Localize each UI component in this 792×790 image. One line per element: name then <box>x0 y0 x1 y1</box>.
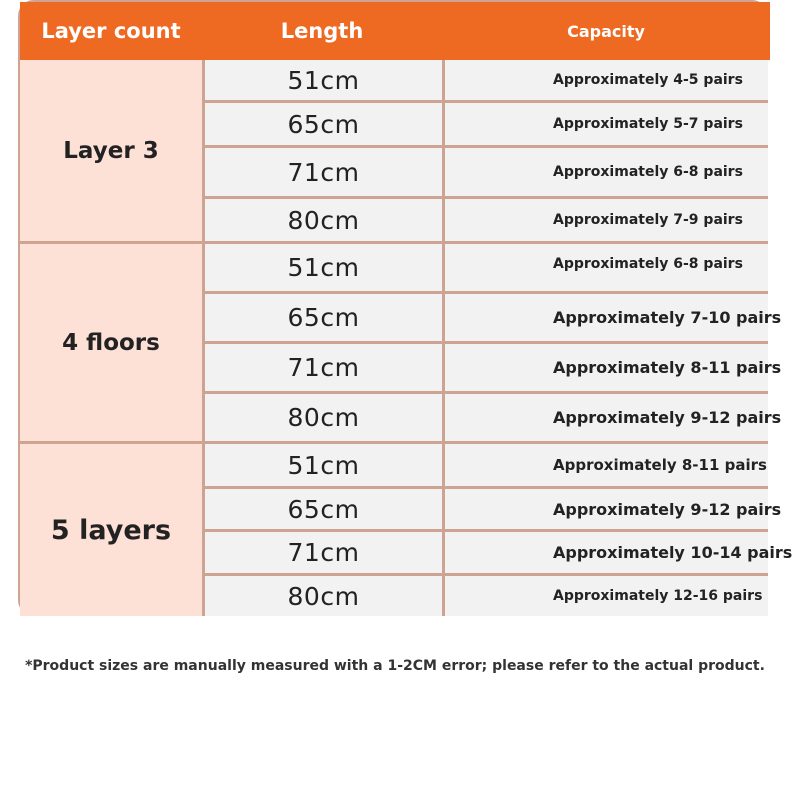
capacity-cell: Approximately 7-10 pairs <box>445 294 768 341</box>
capacity-cell: Approximately 10-14 pairs <box>445 532 768 573</box>
length-cell: 80cm <box>205 394 442 441</box>
header-layer-count: Layer count <box>41 19 181 43</box>
table-header <box>20 2 770 60</box>
length-cell: 65cm <box>205 489 442 529</box>
capacity-cell: Approximately 8-11 pairs <box>445 344 768 391</box>
capacity-cell: Approximately 8-11 pairs <box>445 444 768 486</box>
group-label-5-layers: 5 layers <box>20 444 202 616</box>
header-capacity: Capacity <box>567 21 645 41</box>
length-cell: 80cm <box>205 199 442 241</box>
capacity-cell: Approximately 9-12 pairs <box>445 394 768 441</box>
group-label-4-floors: 4 floors <box>20 244 202 441</box>
capacity-cell: Approximately 5-7 pairs <box>445 103 768 145</box>
length-cell: 51cm <box>205 244 442 291</box>
length-cell: 51cm <box>205 60 442 100</box>
capacity-cell: Approximately 6-8 pairs <box>445 244 768 291</box>
footnote: *Product sizes are manually measured with a 1-2CM error; please refer to the actual product. <box>25 658 765 674</box>
capacity-table <box>18 0 792 616</box>
group-label-layer-3: Layer 3 <box>20 60 202 241</box>
capacity-cell: Approximately 7-9 pairs <box>445 199 768 241</box>
length-cell: 51cm <box>205 444 442 486</box>
length-cell: 71cm <box>205 532 442 573</box>
capacity-cell: Approximately 4-5 pairs <box>445 60 768 100</box>
length-cell: 71cm <box>205 344 442 391</box>
length-cell: 65cm <box>205 103 442 145</box>
length-cell: 71cm <box>205 148 442 196</box>
capacity-cell: Approximately 9-12 pairs <box>445 489 768 529</box>
capacity-cell: Approximately 12-16 pairs <box>445 576 768 616</box>
length-cell: 80cm <box>205 576 442 616</box>
length-cell: 65cm <box>205 294 442 341</box>
capacity-cell: Approximately 6-8 pairs <box>445 148 768 196</box>
header-length: Length <box>280 19 364 43</box>
